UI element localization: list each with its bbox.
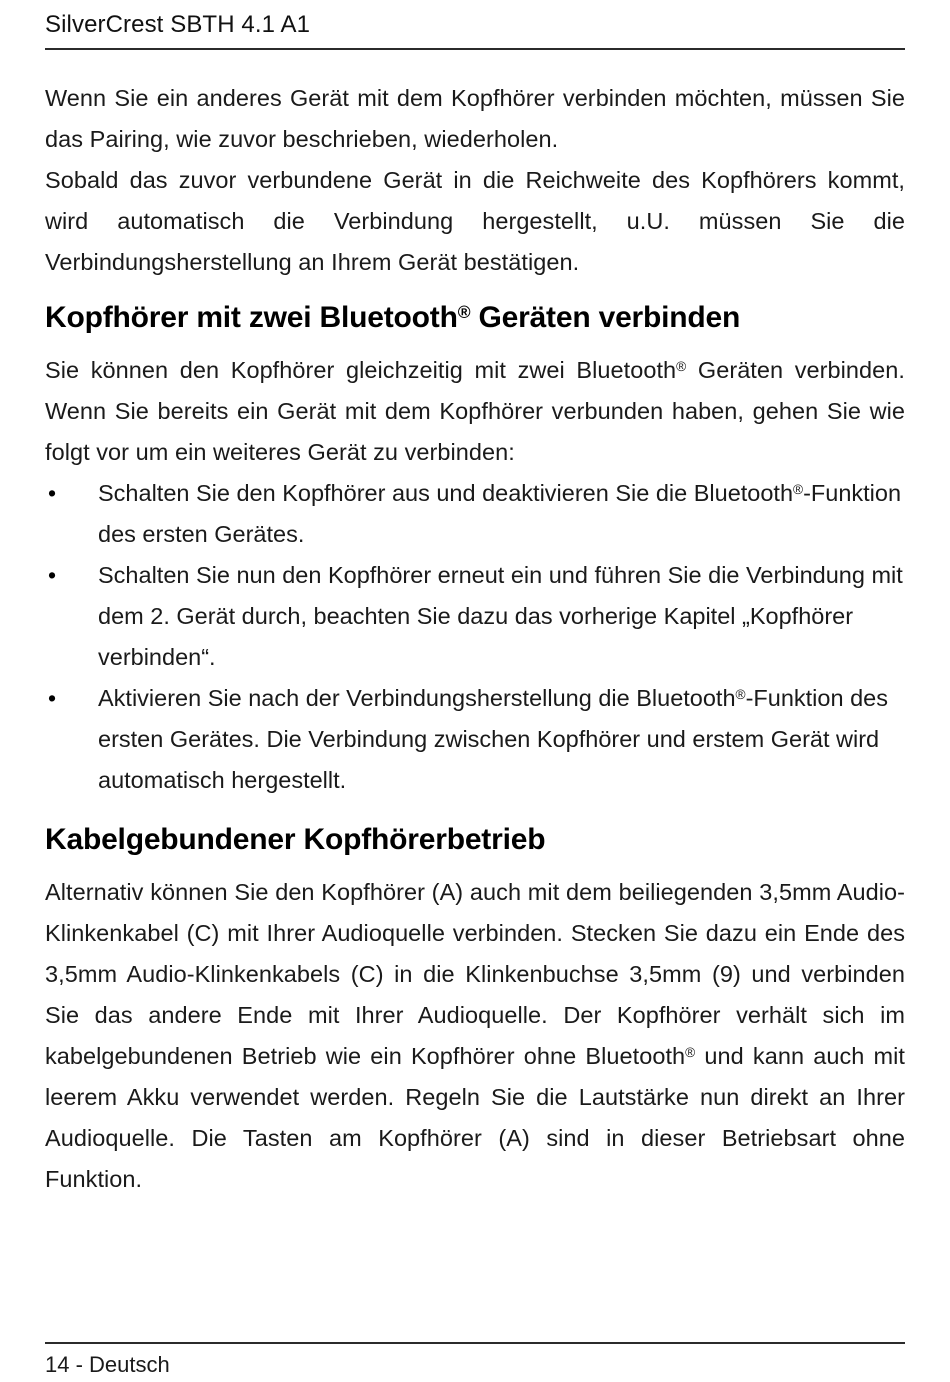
registered-trademark-icon: ®: [685, 1044, 696, 1060]
heading-text-part-2: Geräten verbinden: [470, 301, 741, 334]
intro-paragraph-1: Wenn Sie ein anderes Gerät mit dem Kopfhörer verbinden möchten, müssen Sie das Pairing, wie zuvor beschrieben, wiederholen.: [45, 85, 905, 152]
two-devices-intro-part-2: Geräten verbinden. Wenn Sie bereits ein Gerät mit dem Kopfhörer verbunden haben, gehen Sie wie folgt vor um ein weiteres Gerät zu verbinden:: [45, 357, 905, 465]
bullet-point-icon: •: [48, 685, 57, 711]
footer-page-label: 14 - Deutsch: [45, 1352, 170, 1377]
page-header: [45, 10, 905, 40]
header-divider: [45, 48, 905, 50]
intro-paragraph-1-block: [45, 78, 905, 160]
spacer-before-heading-1: [45, 283, 905, 297]
list-item: [45, 678, 905, 801]
spacer-before-heading-2: [45, 801, 905, 819]
two-devices-intro-paragraph: [45, 350, 905, 473]
two-devices-intro-part-1: Sie können den Kopfhörer gleichzeitig mit zwei Bluetooth: [45, 357, 677, 383]
heading-text-part-1: Kopfhörer mit zwei Bluetooth: [45, 301, 458, 334]
registered-trademark-icon: ®: [457, 301, 471, 322]
wired-paragraph-part-1: Alternativ können Sie den Kopfhörer (A) auch mit dem beiliegenden 3,5mm Audio-Klinkenkabel (C) mit Ihrer Audioquelle verbinden. Stecken Sie dazu ein Ende des 3,5mm Audio-Klinkenkabels (C) in die Klinkenbuchse 3,5mm (9) und verbinden Sie das andere Ende mit Ihrer Audioquelle. Der Kopfhörer verhält sich im kabelgebundenen Betrieb wie ein Kopfhörer ohne Bluetooth: [45, 879, 905, 1069]
heading-wired-operation: Kabelgebundener Kopfhörerbetrieb: [45, 823, 546, 856]
spacer-after-heading-2: [45, 860, 905, 872]
list-item-text-part-1: Schalten Sie nun den Kopfhörer erneut ein und führen Sie die Verbindung mit dem 2. Gerät durch, beachten Sie dazu das vorherige Kapitel „Kopfhörer verbinden“.: [98, 562, 903, 670]
registered-trademark-icon: ®: [793, 481, 804, 497]
registered-trademark-icon: ®: [735, 686, 746, 702]
list-item: [45, 555, 905, 678]
header-product-title: SilverCrest SBTH 4.1 A1: [45, 11, 311, 38]
list-item-text-part-2: -Funktion des ersten Gerätes.: [98, 480, 902, 547]
wired-paragraph-part-2: und kann auch mit leerem Akku verwendet werden. Regeln Sie die Lautstärke nun direkt an Ihrer Audioquelle. Die Tasten am Kopfhörer (A) sind in dieser Betriebsart ohne Funktion.: [45, 1043, 906, 1192]
bullet-point-icon: •: [48, 562, 57, 588]
two-devices-steps-list: [45, 473, 905, 801]
footer-divider: [45, 1342, 905, 1344]
heading-two-bluetooth-devices: [45, 297, 905, 338]
wired-operation-paragraph: [45, 872, 905, 1200]
page-content: [45, 78, 905, 1200]
intro-paragraph-2-block: [45, 160, 905, 283]
list-item-text-part-1: Aktivieren Sie nach der Verbindungsherstellung die Bluetooth: [98, 685, 736, 711]
list-item-text-part-2: -Funktion des ersten Gerätes. Die Verbindung zwischen Kopfhörer und erstem Gerät wird automatisch hergestellt.: [98, 685, 888, 793]
registered-trademark-icon: ®: [676, 358, 687, 374]
page-footer: [45, 1350, 905, 1380]
spacer-after-heading-1: [45, 338, 905, 350]
list-item-text-part-1: Schalten Sie den Kopfhörer aus und deaktivieren Sie die Bluetooth: [98, 480, 794, 506]
list-item: [45, 473, 905, 555]
bullet-point-icon: •: [48, 480, 57, 506]
intro-paragraph-2: Sobald das zuvor verbundene Gerät in die Reichweite des Kopfhörers kommt, wird automatisch die Verbindung hergestellt, u.U. müssen Sie die Verbindungsherstellung an Ihrem Gerät bestätigen.: [45, 167, 905, 275]
